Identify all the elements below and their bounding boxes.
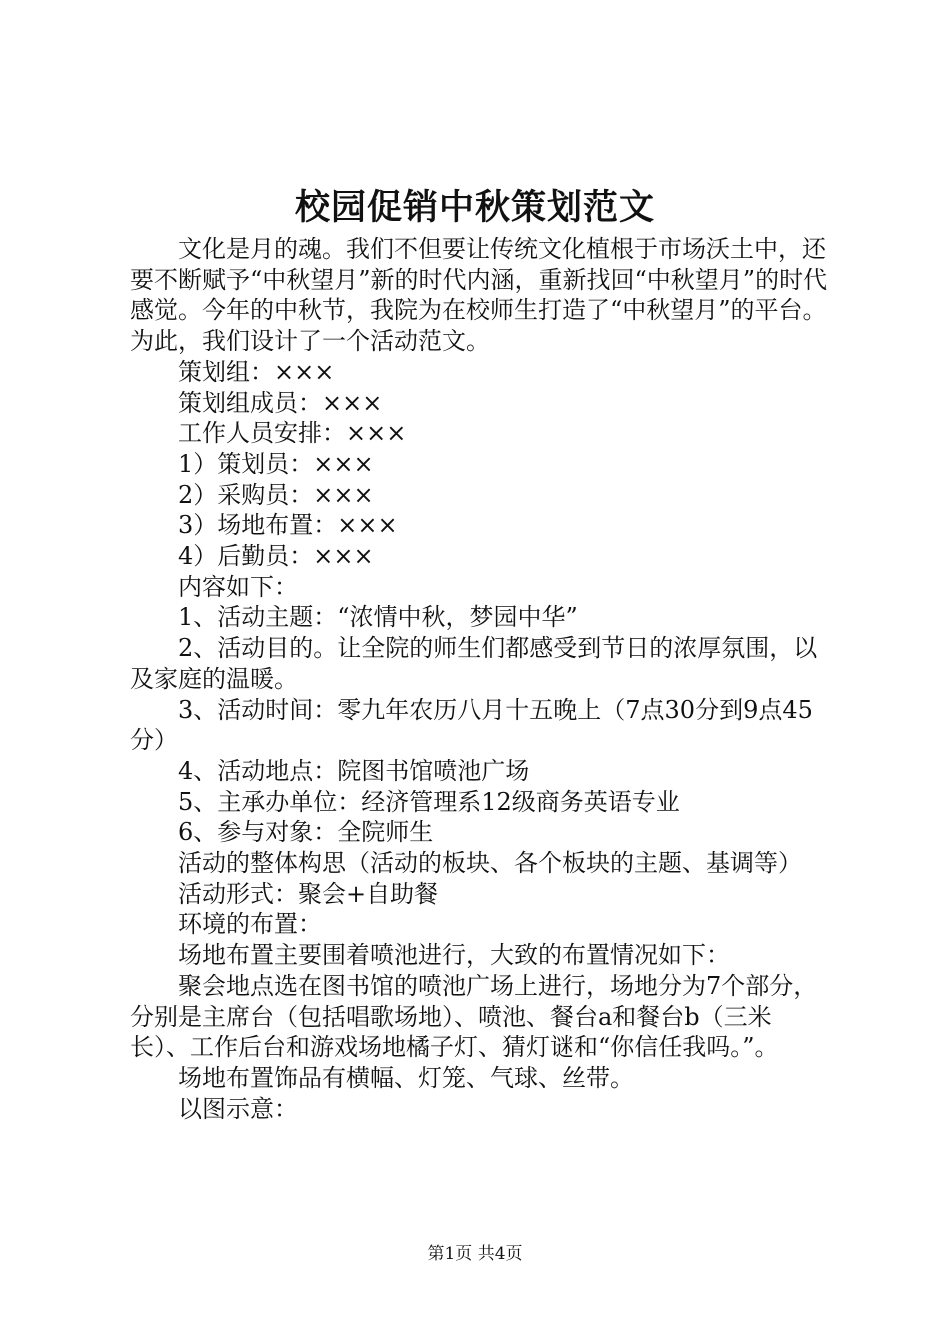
paragraph-illustration: 以图示意： [178, 1094, 298, 1123]
paragraph-activity-time: 3、活动时间：零九年农历八月十五晚上（7点30分到9点45分） [130, 695, 813, 755]
page-footer: 第1页 共4页 [427, 1244, 523, 1264]
paragraph-overall-concept: 活动的整体构思（活动的板块、各个板块的主题、基调等） [178, 849, 802, 878]
paragraph-venue-overview: 场地布置主要围着喷池进行，大致的布置情况如下： [178, 941, 730, 970]
paragraph-activity-purpose: 2、活动目的。让全院的师生们都感受到节日的浓厚氛围，以及家庭的温暖。 [130, 634, 818, 693]
paragraph-staff-arrangement: 工作人员安排：××× [178, 419, 407, 448]
paragraph-content-heading: 内容如下： [178, 572, 298, 601]
document-title: 校园促销中秋策划范文 [294, 187, 655, 228]
paragraph-participants: 6、参与对象：全院师生 [178, 818, 434, 847]
paragraph-planning-members: 策划组成员：××× [178, 388, 383, 417]
document-body [130, 234, 830, 1124]
paragraph-intro: 文化是月的魂。我们不但要让传统文化植根于市场沃土中，还要不断赋予“中秋望月”新的时代内涵，重新找回“中秋望月”的时代感觉。今年的中秋节，我院为在校师生打造了“中秋望月”的平台。为此，我们设计了一个活动范文。 [130, 235, 828, 356]
paragraph-purchaser: 2）采购员：××× [178, 480, 374, 509]
paragraph-venue-setup: 3）场地布置：××× [178, 511, 398, 540]
paragraph-activity-theme: 1、活动主题：“浓情中秋，梦园中华” [178, 603, 578, 632]
paragraph-organizer: 5、主承办单位：经济管理系12级商务英语专业 [178, 787, 680, 816]
paragraph-venue-details: 聚会地点选在图书馆的喷池广场上进行，场地分为7个部分，分别是主席台（包括唱歌场地）、喷池、餐台a和餐台b（三米长）、工作后台和游戏场地橘子灯、猜灯谜和“你信任我吗。”。 [130, 971, 818, 1062]
paragraph-decorations: 场地布置饰品有横幅、灯笼、气球、丝带。 [178, 1063, 634, 1092]
paragraph-logistics: 4）后勤员：××× [178, 542, 374, 571]
paragraph-activity-location: 4、活动地点：院图书馆喷池广场 [178, 756, 530, 785]
paragraph-activity-format: 活动形式：聚会+自助餐 [178, 879, 439, 908]
paragraph-environment-heading: 环境的布置： [178, 910, 322, 939]
paragraph-planner: 1）策划员：××× [178, 449, 374, 478]
paragraph-planning-group: 策划组：××× [178, 357, 335, 386]
